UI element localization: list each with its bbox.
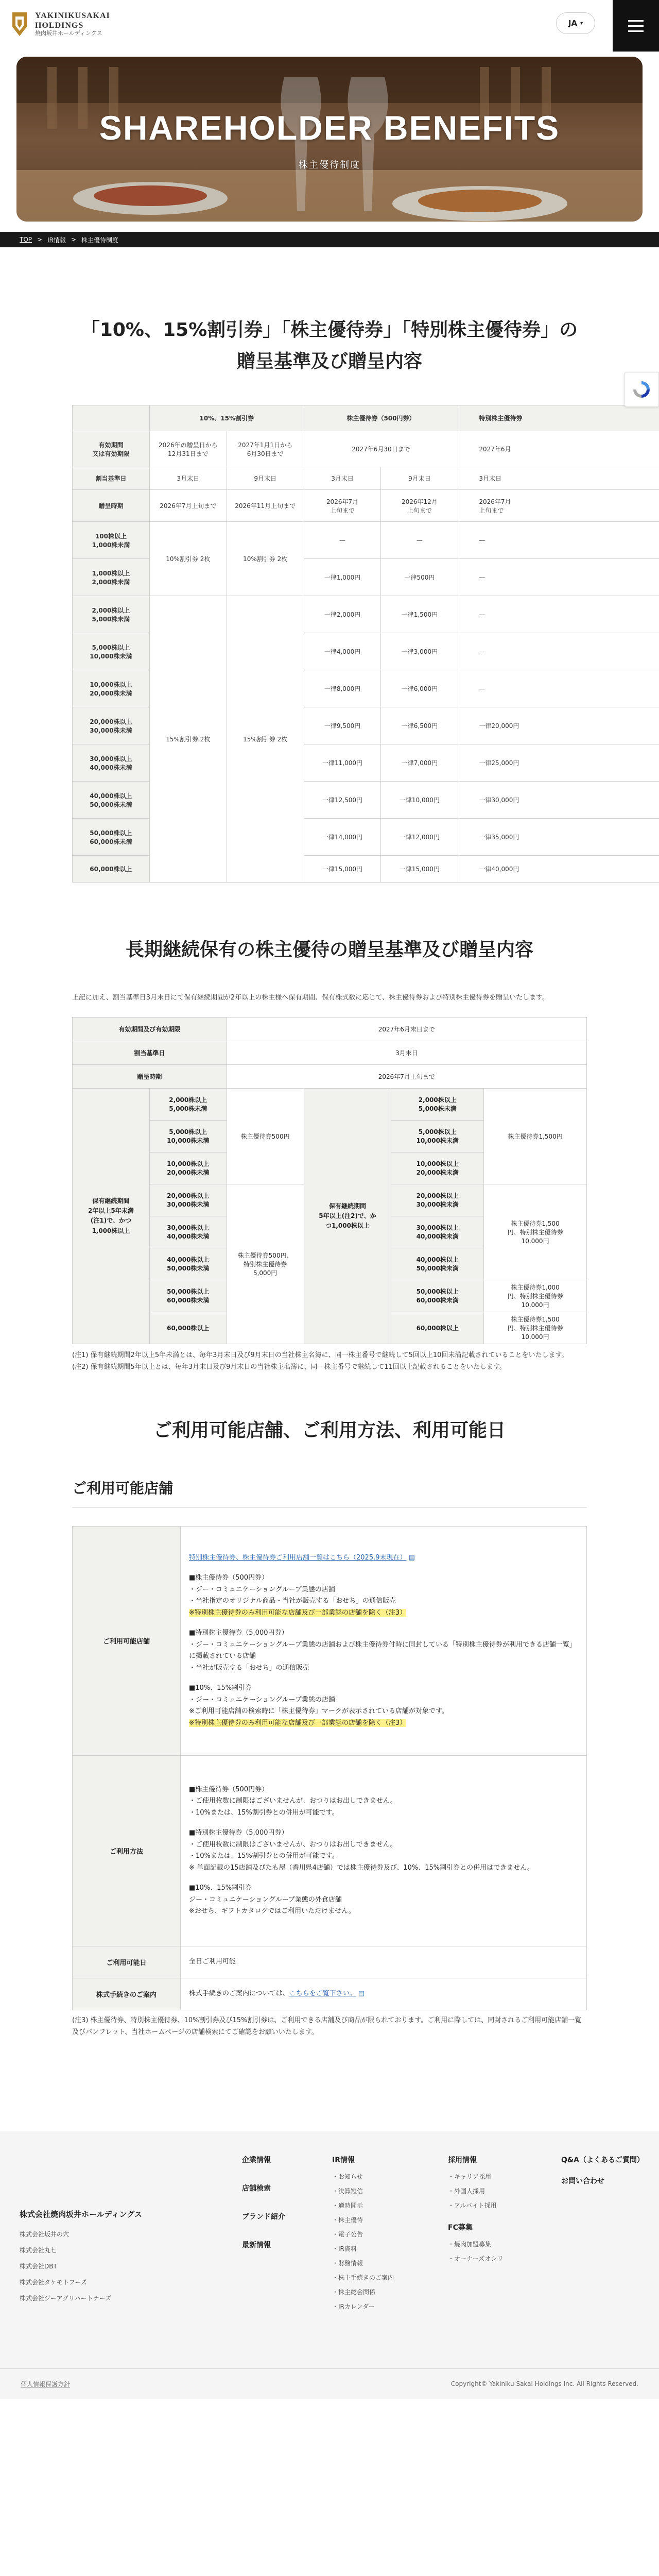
cell-yutai: — [381,522,458,559]
cell-special: 一律20,000円 [458,707,659,744]
cell-benefit: 株主優待券500円 [227,1088,304,1184]
footer-subsidiary[interactable]: 株式会社ジーアグリパートナーズ [20,2294,112,2302]
cell-special: 一律35,000円 [458,819,659,856]
site-logo[interactable] [10,11,110,37]
share-range: 20,000株以上 30,000株未満 [73,707,150,744]
footer-recruit-links: 採用情報 ・キャリア採用 ・外国人採用 ・アルバイト採用 FC募集 ・焼肉加盟募集 ・オーナーズオシリ [448,2156,504,2262]
footer-subsidiary[interactable]: 株式会社丸七 [20,2246,57,2254]
footer-ir-item[interactable]: ・電子公告 [332,2230,363,2238]
copyright: Copyright© Yakiniku Sakai Holdings Inc. All Rights Reserved. [450,2380,638,2388]
footer-recruit-item[interactable]: ・キャリア採用 [448,2173,492,2180]
section-title: 「10%、15%割引券」「株主優待券」「特別株主優待券」の 贈呈基準及び贈呈内容 [81,319,578,372]
hero-title: SHAREHOLDER BENEFITS [99,109,560,147]
section-title: ご利用可能店舗、ご利用方法、利用可能日 [153,1419,506,1441]
footer-fc-item[interactable]: ・焼肉加盟募集 [448,2240,492,2248]
footer-ir-item[interactable]: ・株主優待 [332,2216,363,2224]
table-row [73,1088,587,1120]
share-range: 2,000株以上 5,000株未満 [391,1088,484,1120]
cell-benefit: 株主優待券1,000 円、特別株主優待券 10,000円 [484,1280,587,1312]
footer-ir-item[interactable]: ・決算短信 [332,2187,363,2195]
share-range: 30,000株以上 40,000株未満 [149,1216,227,1248]
procedure-label: 株式手続きのご案内 [73,1978,181,2010]
table-row [73,522,659,559]
share-range: 10,000株以上 20,000株未満 [73,670,150,707]
pdf-icon: ▤ [358,1990,365,1998]
cell-yutai: 一律4,000円 [304,633,381,670]
col-discount-header: 10%、15%割引券 [149,405,304,431]
share-range: 50,000株以上 60,000株未満 [391,1280,484,1312]
cell-special: 一律25,000円 [458,744,659,782]
footer-support-links [561,2155,644,2193]
footer-ir-item[interactable]: ・IRカレンダー [332,2302,375,2310]
store-list-link[interactable]: 特別株主優待券、株主優待券ご利用店舗一覧はこちら（2025.9末現在） [189,1554,407,1562]
share-range: 5,000株以上 10,000株未満 [149,1120,227,1152]
footer-recruit-item[interactable]: ・アルバイト採用 [448,2201,497,2209]
breadcrumb-ir[interactable]: IR情報 [47,236,66,244]
cell-validity: 2027年6月30日まで [304,431,458,467]
col-special-header: 特別株主優待券 [458,405,659,431]
share-range: 40,000株以上 50,000株未満 [391,1248,484,1280]
sub-title: ご利用可能店舗 [72,1477,587,1507]
share-range: 1,000株以上 2,000株未満 [73,559,150,596]
footer-company-block [20,2209,142,2310]
share-range: 5,000株以上 10,000株未満 [391,1120,484,1152]
cell-benefit: 株主優待券1,500 円、特別株主優待券 10,000円 [484,1184,587,1280]
breadcrumb-current: 株主優待制度 [81,236,119,244]
cell-yutai: 一律15,000円 [304,856,381,883]
share-range: 10,000株以上 20,000株未満 [149,1152,227,1184]
share-range: 60,000株以上 [73,856,150,883]
language-label: JA [568,19,578,28]
footer-ir-links: IR情報 ・お知らせ ・決算短信 ・適時開示 ・株主優待 ・電子公告 ・IR資料 ・財務情報 ・株主手続きのご案内 ・株主総会関係 ・IRカレンダー [332,2156,394,2310]
group-label: 保有継続期間 5年以上(注2)で、か つ1,000株以上 [304,1088,391,1344]
cell-validity: 2026年の贈呈日から 12月31日まで [149,431,227,467]
footer-company: 株式会社焼肉坂井ホールディングス [20,2209,143,2219]
share-range: 2,000株以上 5,000株未満 [73,596,150,633]
footer-qa-link[interactable]: Q&A（よくあるご質問） [561,2156,644,2164]
footer-ir-item[interactable]: ・適時開示 [332,2201,363,2209]
cell-yutai: 一律500円 [381,559,458,596]
chevron-down-icon: ▾ [580,20,583,26]
cell-yutai: 一律8,000円 [304,670,381,707]
footnote-2: (注2) 保有継続期間5年以上とは、毎年3月末日及び9月末日の当社株主名簿に、同一株主番号で継続して11回以上記載されることをいたします。 [72,1363,506,1371]
menu-button[interactable] [613,0,659,52]
footer-bottom-bar [0,2368,659,2399]
hero-banner [16,57,643,222]
cell-validity: 2027年6月 [458,431,659,467]
share-range: 20,000株以上 30,000株未満 [391,1184,484,1216]
footer-fc-item[interactable]: ・オーナーズオシリ [448,2255,504,2262]
footnote-3: (注3) 株主優待券、特別株主優待券、10%割引券及び15%割引券は、ご利用できる店舗及び商品が限られております。ご利用に際しては、同封されるご利用可能店舗一覧及びパンフレット、当社ホームページの店舗検索にてご確認をお願いいたします。 [72,2016,582,2037]
share-range: 60,000株以上 [391,1312,484,1344]
footer-recruit-item[interactable]: ・外国人採用 [448,2187,485,2195]
footer-subsidiary[interactable]: 株式会社タケモトフーズ [20,2278,87,2286]
group-label: 保有継続期間 2年以上5年未満 (注1)で、かつ 1,000株以上 [73,1088,150,1344]
cell-yutai: 一律9,500円 [304,707,381,744]
pdf-icon: ▤ [408,1554,415,1562]
breadcrumb [0,232,659,247]
days-label: ご利用可能日 [73,1946,181,1978]
usage-section [0,1415,659,2039]
privacy-link[interactable]: 個人情報保護方針 [21,2380,71,2388]
cell-discount: 15%割引券 2枚 [227,596,304,883]
col-yutai-header: 株主優待券（500円券） [304,405,458,431]
section-title: 長期継続保有の株主優待の贈呈基準及び贈呈内容 [125,939,533,961]
long-term-intro: 上記に加え、割当基準日3月末日にて保有継続期間が2年以上の株主様へ保有期間、保有株式数に応じて、株主優待券および特別株主優待券を贈呈いたします。 [72,993,549,1002]
cell-special: — [458,670,659,707]
cell-yutai: 一律7,000円 [381,744,458,782]
criteria-table-body [73,522,659,883]
share-range: 60,000株以上 [149,1312,227,1344]
hamburger-icon [628,20,644,22]
cell-discount: 15%割引券 2枚 [149,596,227,883]
cell-special: — [458,522,659,559]
cell-discount: 10%割引券 2枚 [227,522,304,596]
footer-ir-item[interactable]: ・株主手続きのご案内 [332,2274,394,2281]
procedure-link[interactable]: こちらをご覧下さい。 [289,1990,356,1998]
cell-yutai: 一律15,000円 [381,856,458,883]
recaptcha-icon [631,379,652,400]
logo-japanese: 焼肉坂井ホールディングス [35,30,102,37]
cell-yutai: 一律12,500円 [304,782,381,819]
method-label: ご利用方法 [73,1755,181,1946]
share-range: 50,000株以上 60,000株未満 [149,1280,227,1312]
hero-subtitle: 株主優待制度 [299,160,360,171]
cell-yutai: 一律12,000円 [381,819,458,856]
share-range: 10,000株以上 20,000株未満 [391,1152,484,1184]
share-range: 50,000株以上 60,000株未満 [73,819,150,856]
share-range: 30,000株以上 40,000株未満 [73,744,150,782]
footer-link[interactable]: ブランド紹介 [242,2212,285,2221]
cell-discount: 10%割引券 2枚 [149,522,227,596]
site-footer [0,2131,659,2399]
footer-ir-item[interactable]: ・IR資料 [332,2245,357,2252]
share-range: 2,000株以上 5,000株未満 [149,1088,227,1120]
footer-ir-item[interactable]: ・財務情報 [332,2259,363,2267]
footer-main-links [242,2155,285,2268]
share-range: 20,000株以上 30,000株未満 [149,1184,227,1216]
logo-mark-icon [10,11,29,37]
share-range: 40,000株以上 50,000株未満 [149,1248,227,1280]
row-record-header: 割当基準日 [73,467,150,490]
cell-yutai: 一律1,500円 [381,596,458,633]
chevron-right-icon: > [37,236,43,243]
footer-ir-item[interactable]: ・お知らせ [332,2173,363,2180]
table-row [73,596,659,633]
share-range: 30,000株以上 40,000株未満 [391,1216,484,1248]
cell-validity: 2027年1月1日から 6月30日まで [227,431,304,467]
cell-special: — [458,559,659,596]
cell-yutai: — [304,522,381,559]
cell-yutai: 一律1,000円 [304,559,381,596]
cell-yutai: 一律14,000円 [304,819,381,856]
criteria-table-wrapper[interactable] [72,405,659,883]
chevron-right-icon: > [71,236,77,243]
language-selector[interactable] [556,12,595,34]
cell-special: 一律40,000円 [458,856,659,883]
footer-subsidiary[interactable]: 株式会社坂井の穴 [20,2230,70,2238]
cell-yutai: 一律2,000円 [304,596,381,633]
recaptcha-badge[interactable] [624,372,659,407]
long-term-table: 有効期間及び有効期限 2027年6月末日まで 割当基準日 3月末日 贈呈時期 2026年7月上旬まで 保有継続期間 2年以上5年未満 (注1)で、かつ 1,000株以上 2,000株以上 5,000株未満 株主優待券500円 保有継続期間 5年以上(注2)で、か つ1,000株以上 2,000株以上 5,000株未満 株主優待券1,500円 5,000株以上 10,000株未満 5,000株以上 10,000株未満 10,000株以上 20,000株未満 10,000株以上 20,000株未満 20,000株以上 30,000株未満 株主優待券500円、 特別株主優待券 5,000円 20,000株以上 30,000株未満 株主優待券1,500 円、特別株主優待券 10,000円 30,000株以上 40,000株未満 30,000株以上 40,000株未満 40,000株以上 50,000株未満 40,000株以上 50,000株未満 50,000株以上 60,000株未満 50,000株以上 60,000株未満 株主優待券1,000 円、特別株主優待券 10,000円 60,000株以上 60,000株以上 株主優待券1,500 円、特別株主優待券 10,000円 [72,1017,587,1344]
site-header [0,0,659,57]
footer-link[interactable]: 最新情報 [242,2241,271,2249]
cell-yutai: 一律6,000円 [381,670,458,707]
cell-yutai: 一律10,000円 [381,782,458,819]
stores-label: ご利用可能店舗 [73,1526,181,1755]
cell-benefit: 株主優待券1,500 円、特別株主優待券 10,000円 [484,1312,587,1344]
logo-name: YAKINIKUSAKAI [35,11,110,21]
benefit-criteria-section [0,314,659,883]
breadcrumb-top[interactable]: TOP [20,236,32,243]
long-term-table-body [73,1088,587,1344]
criteria-table: 10%、15%割引券 株主優待券（500円券） 特別株主優待券 有効期間 又は有効期限 2026年の贈呈日から 12月31日まで 2027年1月1日から 6月30日まで 2027年6月30日まで 2027年6月 割当基準日 3月末日 9月末日 3月末日 9月末日 3月末日 贈呈時期 2026年7月上旬まで 2026年11月上旬まで 2026年7月 上旬まで 2026年12月 上旬まで 2026年7月 上旬まで 100株以上 1,000株未満 10%割引券 2枚 10%割引券 2枚 — — — 1,000株以上 2,000株未満 一律1,000円 一律500円 — 2,000株以上 5,000株未満 15%割引券 2枚 15%割引券 2枚 一律2,000円 一律1,500円 — 5,000株以上 10,000株未満 一律4,000円 一律3,000円 — 10,000株以上 20,000株未満 一律8,000円 一律6,000円 — 20,000株以上 30,000株未満 一律9,500円 一律6,500円 一律20,000円 30,000株以上 40,000株未満 一律11,000円 一律7,000円 一律25,000円 40,000株以上 50,000株未満 一律12,500円 一律10,000円 一律30,000円 50,000株以上 60,000株未満 一律14,000円 一律12,000円 一律35,000円 60,000株以上 一律15,000円 一律15,000円 一律40,000円 [72,405,659,883]
footer-link[interactable]: 店舗検索 [242,2184,271,2193]
days-value: 全日ご利用可能 [181,1946,587,1978]
footer-contact-link[interactable]: お問い合わせ [561,2177,604,2185]
cell-special: — [458,633,659,670]
share-range: 40,000株以上 50,000株未満 [73,782,150,819]
long-term-section [0,934,659,1373]
cell-yutai: 一律6,500円 [381,707,458,744]
usage-table: ご利用可能店舗 特別株主優待券、株主優待券ご利用店舗一覧はこちら（2025.9末現在） ▤ ■株主優待券（500円券） ・ジー・コミュニケーショングループ業態の店舗 ・当社指定のオリジナル商品・当社が販売する「おせち」の通信販売 ※特別株主優待券のみ利用可能な店舗及び一部業態の店舗を除く（注3） ■特別株主優待券（5,000円券） ・ジー・コミュニケーショングループ業態の店舗および株主優待券付時に同封している「特別株主優待券が利用できる店舗一覧」に掲載されている店舗 ・当社が販売する「おせち」の通信販売 ■10%、15%割引券 ・ジー・コミュニケーショングループ業態の店舗 ※ご利用可能店舗の検索時に「株主優待券」マークが表示されている店舗が対象です。 ※特別株主優待券のみ利用可能な店舗及び一部業態の店舗を除く（注3） ご利用方法 ■株主優待券（500円券） ・ご使用枚数に制限はございませんが、おつりはお出しできません。 ・10%または、15%割引券との併用が可能です。 ■特別株主優待券（5,000円券） ・ご使用枚数に制限はございませんが、おつりはお出しできません。 ・10%または、15%割引券との併用が可能です。 ※ 単面記載の15店舗及びたも屋（香川県4店舗）では株主優待券及び、10%、15%割引券との併用はできません。 ■10%、15%割引券 ジー・コミュニケーショングループ業態の外食店舗 ※おせち、ギフトカタログではご利用いただけません。 ご利用可能日 全日ご利用可能 株式手続きのご案内 株式手続きのご案内については、こちらをご覧下さい。 ▤ [72,1526,587,2010]
cell-benefit: 株主優待券1,500円 [484,1088,587,1184]
share-range: 100株以上 1,000株未満 [73,522,150,559]
cell-yutai: 一律11,000円 [304,744,381,782]
row-send-header: 贈呈時期 [73,490,150,522]
footnote-1: (注1) 保有継続期間2年以上5年未満とは、毎年3月末日及び9月末日の当社株主名簿に、同一株主番号で継続して5回以上10回未満記載されていることをいたします。 [72,1351,568,1359]
footer-ir-item[interactable]: ・株主総会関係 [332,2288,376,2296]
cell-yutai: 一律3,000円 [381,633,458,670]
share-range: 5,000株以上 10,000株未満 [73,633,150,670]
cell-special: — [458,596,659,633]
footer-link[interactable]: 企業情報 [242,2156,271,2164]
row-validity-header: 有効期間 又は有効期限 [73,431,150,467]
footer-subsidiary[interactable]: 株式会社DBT [20,2262,57,2270]
cell-benefit: 株主優待券500円、 特別株主優待券 5,000円 [227,1184,304,1344]
logo-name-2: HOLDINGS [35,21,84,30]
cell-special: 一律30,000円 [458,782,659,819]
